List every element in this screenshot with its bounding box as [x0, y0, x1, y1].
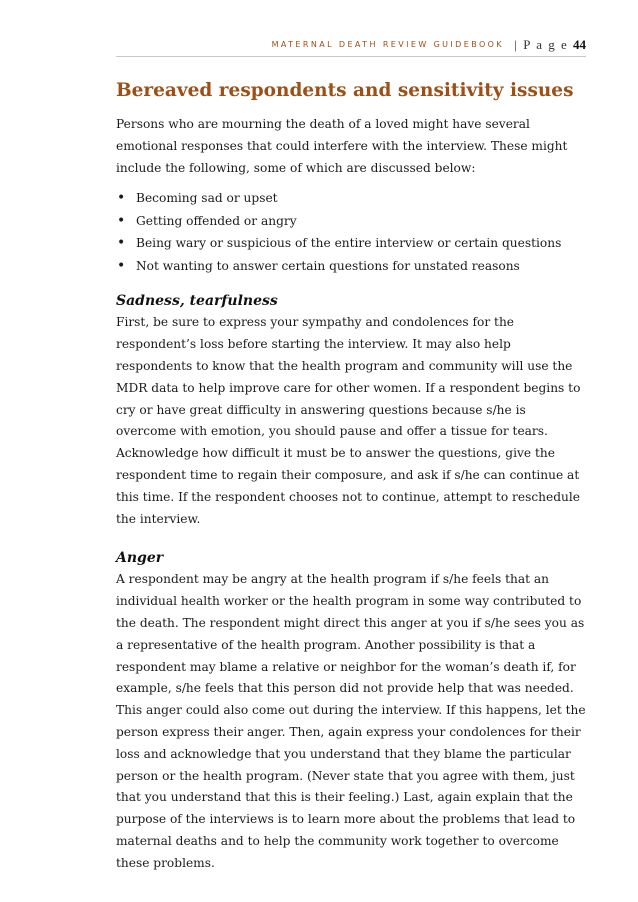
sadness-paragraph: First, be sure to express your sympathy and condolences for the respondent’s loss before starting the interview. It may also help respondents to know that the health program and community will use the MDR data to help improve care for other women. If a respondent begins to cry or have great difficulty in answering questions because s/he is overcome with emotion, you should pause and offer a tissue for tears. Acknowledge how difficult it must be to answer the questions, give the respondent time to regain their composure, and ask if s/he can continue at this time. If the respondent chooses not to continue, attempt to reschedule the interview. — [116, 315, 581, 526]
section-heading: Bereaved respondents and sensitivity issues — [116, 80, 574, 101]
list-item: • Not wanting to answer certain questions for unstated reasons — [116, 255, 586, 278]
page-content — [116, 78, 586, 875]
list-item: • Becoming sad or upset — [116, 187, 586, 210]
page-number: 44 — [573, 37, 586, 52]
page-label: | P a g e — [514, 37, 569, 52]
page-header — [116, 37, 586, 57]
anger-paragraph: A respondent may be angry at the health program if s/he feels that an individual health worker or the health program in some way contributed to the death. The respondent might direct this anger at you if s/he sees you as a representative of the health program. Another possibility is that a respondent may blame a relative or neighbor for the woman’s death if, for example, s/he feels that this person did not provide help that was needed. This anger could also come out during the interview. If this happens, let the person express their anger. Then, again express your condolences for their loss and acknowledge that you understand that they blame the particular person or the health program. (Never state that you agree with them, just that you understand that this is their feeling.) Last, again explain that the purpose of the interviews is to learn more about the problems that lead to maternal deaths and to help the community work together to overcome these problems. — [116, 572, 586, 870]
header-title: MATERNAL DEATH REVIEW GUIDEBOOK — [271, 40, 504, 49]
response-list — [116, 187, 586, 277]
list-item: • Getting offended or angry — [116, 210, 586, 233]
intro-paragraph: Persons who are mourning the death of a loved might have several emotional responses that could interfere with the interview. These might include the following, some of which are discussed below: — [116, 117, 568, 175]
anger-heading: Anger — [116, 550, 164, 567]
list-item: • Being wary or suspicious of the entire interview or certain questions — [116, 232, 586, 255]
page-number-label — [514, 37, 586, 53]
sadness-heading: Sadness, tearfulness — [116, 293, 278, 310]
